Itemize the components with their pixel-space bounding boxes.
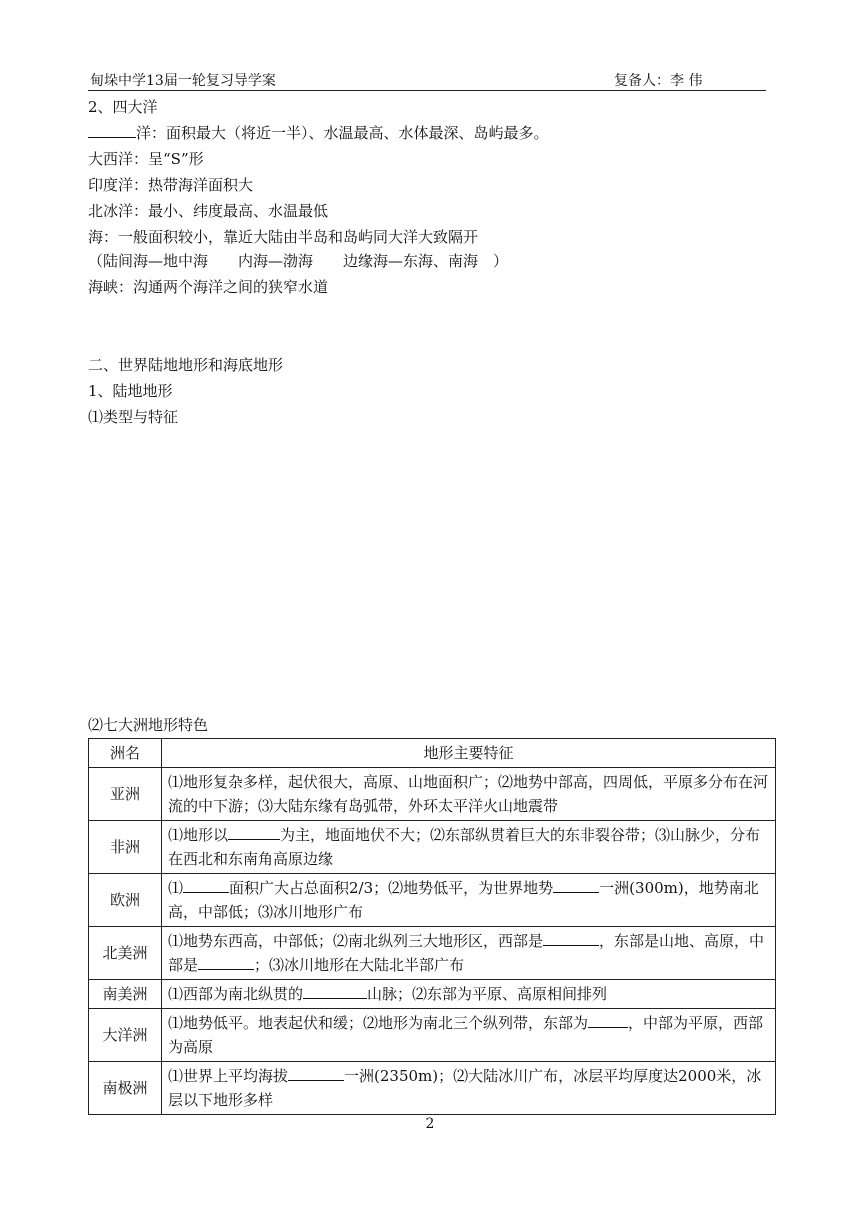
feature-text: ⑴西部为南北纵贯的 [168,985,304,1003]
feature-text: ⑴地势低平。地表起伏和缓；⑵地形为南北三个纵列带，东部为 [168,1014,589,1032]
answer-blank[interactable] [553,878,599,893]
table-row [89,1062,776,1115]
feature-text: 面积广大占总面积2/3；⑵地势低平，为世界地势 [229,879,554,897]
arctic-line: 北冰洋：最小、纬度最高、水温最低 [88,202,329,220]
land-landform-heading: 1、陆地地形 [88,382,173,400]
answer-blank[interactable] [543,931,599,946]
strait-definition: 海峡：沟通两个海洋之间的狭窄水道 [88,278,329,296]
table-row [89,874,776,927]
continent-feature [162,980,776,1009]
col-header-feature: 地形主要特征 [162,739,776,768]
answer-blank[interactable] [588,1013,628,1028]
table-row [89,1009,776,1062]
answer-blank[interactable] [288,1066,344,1081]
feature-text: ，东部是山地、高原，中部是 [168,932,765,974]
feature-text: ，中部为平原，西部为高原 [168,1014,764,1056]
continent-feature [162,768,776,821]
feature-text: 一洲(2350m)；⑵大陆冰川广布，冰层平均厚度达2000米，冰层以下地形多样 [168,1067,762,1109]
answer-blank[interactable] [88,123,136,138]
table-row [89,927,776,980]
continent-name: 亚洲 [89,768,162,821]
pacific-line [88,122,549,144]
answer-blank[interactable] [228,825,280,840]
answer-blank[interactable] [183,878,229,893]
continent-name: 北美洲 [89,927,162,980]
feature-text: ；⑶冰川地形在大陆北半部广布 [254,956,465,974]
continent-name: 南美洲 [89,980,162,1009]
continent-feature [162,1062,776,1115]
continent-feature [162,821,776,874]
table-row [89,821,776,874]
continent-name: 南极洲 [89,1062,162,1115]
header-author: 复备人：李 伟 [614,73,703,89]
table-header-row [89,739,776,768]
indian-line: 印度洋：热带海洋面积大 [88,176,254,194]
continents-table [88,738,776,1115]
col-header-name: 洲名 [89,739,162,768]
page-number: 2 [425,1116,435,1132]
table-row [89,768,776,821]
sea-definition: 海：一般面积较小，靠近大陆由半岛和岛屿同大洋大致隔开 [88,228,479,246]
pacific-text: 洋：面积最大（将近一半）、水温最高、水体最深、岛屿最多。 [136,124,549,142]
section-two-heading: 二、世界陆地地形和海底地形 [88,356,284,374]
sea-examples: （陆间海—地中海 内海—渤海 边缘海—东海、南海 ） [88,252,509,270]
feature-text: ⑴地势东西高，中部低；⑵南北纵列三大地形区，西部是 [168,932,544,950]
header-school-title: 甸垛中学13届一轮复习导学案 [90,73,276,89]
answer-blank[interactable] [198,955,254,970]
feature-text: ⑴世界上平均海拔 [168,1067,289,1085]
continent-name: 欧洲 [89,874,162,927]
heading-four-oceans: 2、四大洋 [88,98,158,116]
continents-heading: ⑵七大洲地形特色 [88,716,209,734]
continent-feature [162,1009,776,1062]
feature-text: ⑴ [168,879,184,897]
continent-feature [162,874,776,927]
feature-text: ⑴地形复杂多样，起伏很大，高原、山地面积广；⑵地势中部高，四周低，平原多分布在河流的中下游；⑶大陆东缘有岛弧带，外环太平洋火山地震带 [168,773,769,815]
continent-name: 大洋洲 [89,1009,162,1062]
page-header [88,70,766,91]
answer-blank[interactable] [303,984,367,999]
continent-name: 非洲 [89,821,162,874]
feature-text: 一洲(300m)，地势南北高，中部低；⑶冰川地形广布 [168,879,759,921]
types-heading: ⑴类型与特征 [88,408,179,426]
feature-text: 山脉；⑵东部为平原、高原相间排列 [367,985,608,1003]
feature-text: ⑴地形以 [168,826,229,844]
table-row [89,980,776,1009]
feature-text: 为主，地面地伏不大；⑵东部纵贯着巨大的东非裂谷带；⑶山脉少，分布在西北和东南角高原边缘 [168,826,761,868]
atlantic-line: 大西洋：呈“S”形 [88,150,204,168]
continent-feature [162,927,776,980]
